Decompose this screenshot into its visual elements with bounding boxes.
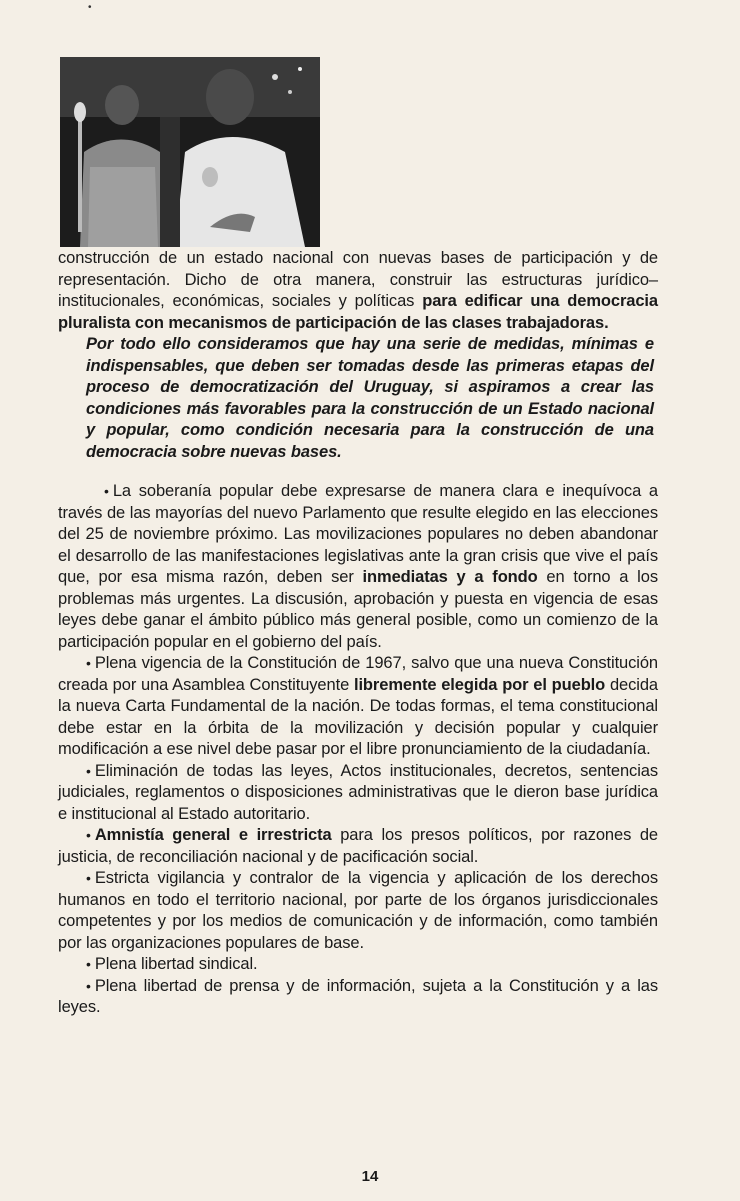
bullet-text: para los presos políticos, por razones de justicia, de reconciliación nacional y de pacificación social. (58, 826, 658, 866)
photograph (60, 57, 320, 247)
bullet-text: en torno a los problemas más urgentes. La discusión, aprobación y puesta en vigencia de esas leyes debe ganar el ámbito público más general posible, como un comienzo de la participación popular en el gobierno del país. (58, 568, 658, 651)
bullet-bold-text: libremente elegida por el pueblo (353, 675, 606, 694)
paragraph-intro (58, 248, 658, 334)
bullet-text: Estricta vigilancia y contralor de la vigencia y aplicación de los derechos humanos en todo el territorio nacional, por parte de los órganos jurisdiccionales competentes y por los medios de comunicación y de información, como también por las organizaciones populares de base. (58, 869, 658, 952)
bullet-icon: • (86, 762, 91, 779)
intro-text: construcción de un estado nacional con nuevas bases de participación y de representación. Dicho de otra manera, construir las estructuras jurídico–institucionales, económicas, sociales y políticas (58, 249, 658, 310)
spacer (58, 463, 658, 481)
bullet-text: Plena libertad de prensa y de información, sujeta a la Constitución y a las leyes. (58, 976, 658, 1016)
bullet-item-libertad-prensa (58, 976, 658, 1019)
body-text (58, 248, 658, 1019)
page-number: 14 (361, 1168, 379, 1185)
bullet-icon: • (86, 956, 91, 972)
paragraph-emphasis: Por todo ello consideramos que hay una serie de medidas, mínimas e indispensables, que deben ser tomadas desde las primeras etapas del proceso de democratización del Uruguay, si aspiramos a crear las condiciones más favorables para la construcción de un Estado nacional y popular, como condición necesaria para la construcción de una democracia sobre nuevas bases. (86, 335, 654, 461)
bullet-bold-text: Amnistía general e irrestricta (94, 826, 332, 844)
bullet-icon: • (104, 483, 109, 499)
bullet-text: La soberanía popular debe expresarse de manera clara e inequívoca a través de las mayorías del nuevo Parlamento que resulte elegido en las elecciones del 25 de noviembre próximo. Las movilizaciones populares no deben abandonar el desarrollo de las manifestaciones legislativas ante la gran crisis que vive el país que, por esa misma razón, deben ser (58, 482, 658, 586)
bullet-text: Plena libertad sindical. (94, 955, 258, 973)
bullet-bold-text: inmediatas y a fondo (362, 568, 538, 586)
photo-illustration (60, 57, 320, 247)
bullet-text: Eliminación de todas las leyes, Actos institucionales, decretos, sentencias judiciales, reglamentos o disposiciones administrativas que le dieron base jurídica e institucional al Estado autoritario. (58, 761, 658, 823)
bullet-item-vigilancia (58, 868, 658, 954)
bullet-text: decida la nueva Carta Fundamental de la nación. De todas formas, el tema constitucional debe estar en la órbita de la movilización y decisión popular y cualquier modificación a ese nivel debe pasar por el libre pronunciamiento de la ciudadanía. (58, 675, 658, 758)
bullet-item-constitucion (58, 653, 658, 761)
bullet-icon: • (86, 870, 91, 886)
bullet-item-soberania (58, 481, 658, 653)
bullet-item-eliminacion (58, 761, 658, 826)
bullet-item-libertad-sindical (58, 954, 658, 976)
bullet-text: Plena vigencia de la Constitución de 1967, salvo que una nueva Constitución creada por una Asamblea Constituyente (58, 654, 658, 694)
print-speck: • (88, 2, 92, 13)
intro-bold-text: para edificar una democracia pluralista con mecanismos de participación de las clases trabajadoras. (58, 292, 658, 332)
bullet-icon: • (86, 977, 91, 994)
bullet-icon: • (86, 827, 91, 843)
bullet-item-amnistia (58, 825, 658, 868)
bullet-icon: • (86, 655, 91, 671)
